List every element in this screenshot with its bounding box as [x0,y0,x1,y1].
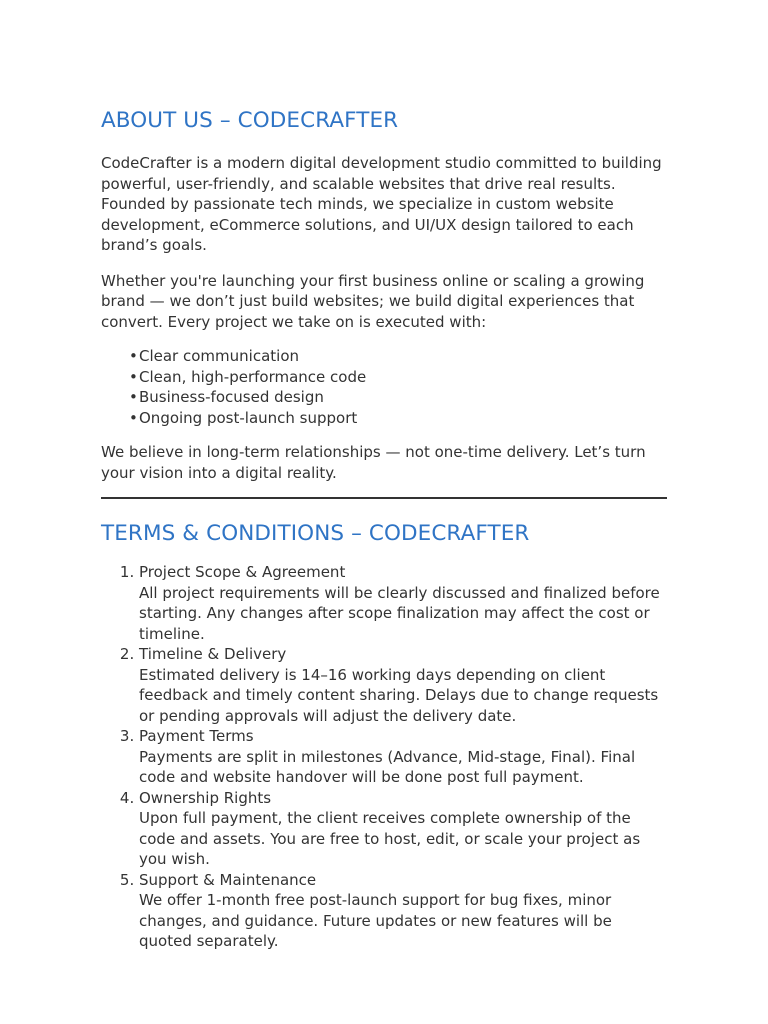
term-body: All project requirements will be clearly discussed and finalized before starting. Any changes after scope finalization may affect the cost or timeline. [139,583,660,643]
bullet-item: • Clean, high-performance code [129,367,667,388]
about-paragraph-3: We believe in long-term relationships — not one-time delivery. Let’s turn your vision into a digital reality. [101,443,646,482]
about-title: ABOUT US – CODECRAFTER [101,108,399,133]
about-bullet-list [101,346,667,428]
terms-item [139,870,667,952]
about-section [101,106,667,483]
term-body: Upon full payment, the client receives complete ownership of the code and assets. You are free to host, edit, or scale your project as you wish. [139,809,641,868]
terms-item [139,644,667,726]
about-paragraph-1: CodeCrafter is a modern digital development studio committed to building powerful, user-friendly, and scalable websites that drive real results. Founded by passionate tech minds, we specialize in custom website development, eCommerce solutions, and UI/UX design tailored to each brand’s goals. [101,154,662,254]
bullet-item: • Clear communication [129,346,667,367]
bullet-item: • Ongoing post-launch support [129,408,667,429]
about-paragraph-2: Whether you're launching your first business online or scaling a growing brand — we don’t just build websites; we build digital experiences that convert. Every project we take on is executed with: [101,271,645,331]
terms-list [101,562,667,952]
term-body: We offer 1-month free post-launch support for bug fixes, minor changes, and guidance. Future updates or new features will be quoted separately. [139,891,612,950]
term-body: Estimated delivery is 14–16 working days depending on client feedback and timely content sharing. Delays due to change requests or pending approvals will adjust the delivery date. [139,665,659,725]
term-body: Payments are split in milestones (Advance, Mid-stage, Final). Final code and website handover will be done post full payment. [139,747,636,786]
terms-item [139,562,667,644]
terms-section [101,519,667,952]
term-heading: 4. Ownership Rights [139,788,272,807]
term-heading: 1. Project Scope & Agreement [139,563,346,581]
term-heading: 5. Support & Maintenance [139,870,317,889]
bullet-item: • Business-focused design [129,387,667,408]
terms-item [139,788,667,870]
term-heading: 3. Payment Terms [139,727,254,745]
term-heading: 2. Timeline & Delivery [139,645,287,663]
terms-item [139,726,667,788]
section-divider [101,497,667,499]
terms-title: TERMS & CONDITIONS – CODECRAFTER [101,521,530,546]
